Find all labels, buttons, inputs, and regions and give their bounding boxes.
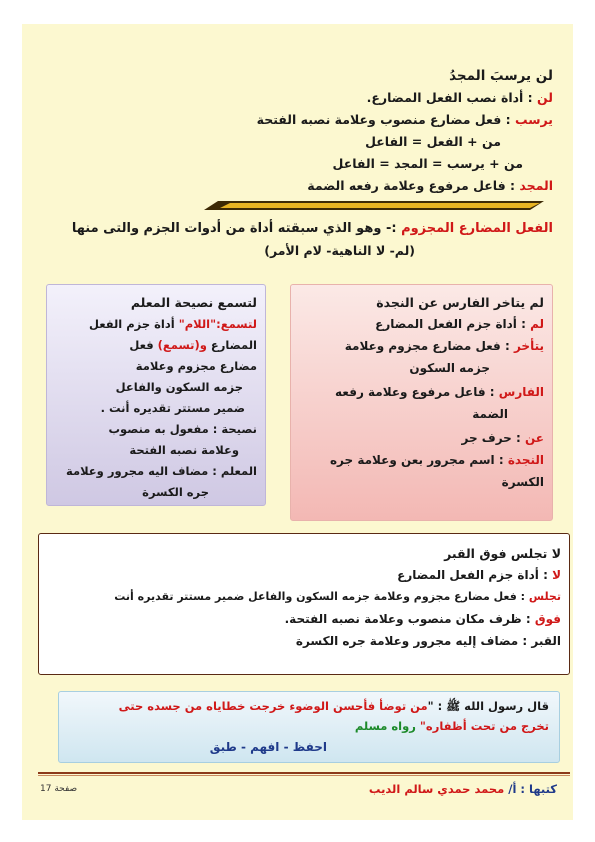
parse-text: : اسم مجرور بعن وعلامة جره [329, 453, 504, 467]
parse-continuation: الضمة [472, 407, 508, 421]
parse-text: المعلم : مضاف اليه مجرور وعلامة [65, 464, 257, 478]
parse-text: جزمه السكون والفاعل [115, 380, 243, 394]
parse-text: : أداة نصب الفعل المضارع. [366, 90, 533, 105]
definition-heading: الفعل المضارع المجزوم [401, 221, 553, 236]
parse-text: : حرف جر [461, 431, 521, 445]
parse-text: : فاعل مرفوع وعلامة رفعه الضمة [307, 178, 516, 193]
parse-word: لم [530, 317, 544, 331]
hadith-box [58, 691, 560, 763]
parse-text: : أداة جزم الفعل المضارع [375, 317, 526, 331]
example-box-lam-yatakhar [290, 284, 553, 521]
jussive-tools-list: (لم- لا الناهية- لام الأمر) [264, 243, 415, 258]
parse-word: فوق [534, 612, 561, 626]
parse-text: : مضاف إليه مجرور وعلامة جره الكسرة [295, 634, 528, 648]
parse-text: : فعل مضارع منصوب وعلامة نصبه الفتحة [256, 112, 511, 127]
parse-line [461, 431, 544, 445]
hadith-source: رواه مسلم [354, 719, 416, 733]
parse-word: القبر [531, 634, 561, 648]
footer-rule [38, 772, 570, 774]
definition-text: :- وهو الذي سبقته أداة من أدوات الجزم والتى منها [71, 221, 397, 236]
example-box-litasma [46, 284, 266, 506]
parse-line [296, 634, 561, 648]
parse-word: لن [537, 90, 553, 105]
box-title: لا تجلس فوق القبر [444, 546, 561, 561]
parse-continuation: جزمه السكون [409, 361, 490, 375]
parse-text: نصيحة : مفعول به منصوب [108, 422, 257, 436]
parse-line [335, 385, 544, 399]
parse-text: : فاعل مرفوع وعلامة رفعه [335, 385, 495, 399]
parse-word: و(تسمع) [157, 338, 207, 352]
parse-word: النجدة [507, 453, 544, 467]
parse-text: : ظرف مكان منصوب وعلامة نصبه الفتحة. [284, 612, 531, 626]
parse-line [375, 317, 544, 331]
parse-line [114, 590, 561, 603]
rule-line: من + الفعل = الفاعل [365, 134, 501, 149]
parse-word: تجلس [528, 590, 561, 603]
parse-line [307, 178, 553, 193]
parse-word: لتسمع [220, 317, 257, 331]
footer-rule [38, 775, 570, 776]
hadith-line [355, 719, 549, 733]
hadith-text: من توضأ فأحسن الوضوء خرجت خطاياه من جسده حتى [118, 699, 428, 713]
hadith-line [119, 699, 549, 716]
parse-word: المجد [519, 178, 553, 193]
parse-word: لا [552, 568, 561, 582]
hadith-text: تخرج من تحت أظفاره" [419, 719, 549, 733]
parse-line [345, 339, 544, 353]
parse-text: : أداة جزم الفعل المضارع [397, 568, 548, 582]
parse-word: الفارس [498, 385, 544, 399]
parse-text: : فعل مضارع مجزوم وعلامة [344, 339, 510, 353]
hadith-motto: احفظ - افهم - طبق [209, 740, 327, 754]
parse-text: : فعل مضارع مجزوم وعلامة جزمه السكون والفاعل ضمير مستتر تقديره أنت [114, 590, 526, 603]
worksheet-page [22, 24, 573, 820]
author-label: كتبها : أ/ [508, 782, 557, 796]
parse-word: عن [525, 431, 544, 445]
parse-line [397, 568, 561, 582]
parse-text: المضارع [210, 338, 257, 352]
section-divider [204, 201, 544, 211]
parse-text: أداة جزم الفعل [88, 317, 175, 331]
parse-text: جره الكسرة [142, 485, 209, 499]
parse-quote: :"اللام" [178, 317, 221, 331]
box-title: لم يتاخر الفارس عن النجدة [376, 295, 544, 310]
author-credit [369, 782, 557, 796]
parse-line [257, 112, 553, 127]
parse-word: يرسب [515, 112, 553, 127]
box-title: لتسمع نصيحة المعلم [130, 295, 257, 310]
page-number: صفحة 17 [40, 784, 78, 794]
parse-text: مضارع مجزوم وعلامة [135, 359, 257, 373]
jussive-definition [72, 221, 553, 236]
parse-line [129, 338, 257, 352]
parse-text: وعلامة نصبه الفتحة [129, 443, 239, 457]
parse-line [89, 317, 257, 331]
parse-text: ضمير مستتر تقديره أنت . [100, 401, 245, 415]
parse-line [285, 612, 561, 626]
parse-line [330, 453, 544, 467]
parse-word: يتأخر [513, 339, 544, 353]
hadith-intro: قال رسول الله ﷺ : " [427, 699, 549, 713]
parse-continuation: الكسرة [501, 475, 544, 489]
example-box-la-tajlis [38, 533, 570, 675]
parse-line [367, 90, 553, 105]
parse-text: فعل [129, 338, 154, 352]
author-name: محمد حمدي سالم الديب [368, 782, 505, 796]
example-title: لن يرسبَ المجدُ [449, 68, 553, 84]
rule-line: من + يرسب = المجد = الفاعل [332, 156, 523, 171]
